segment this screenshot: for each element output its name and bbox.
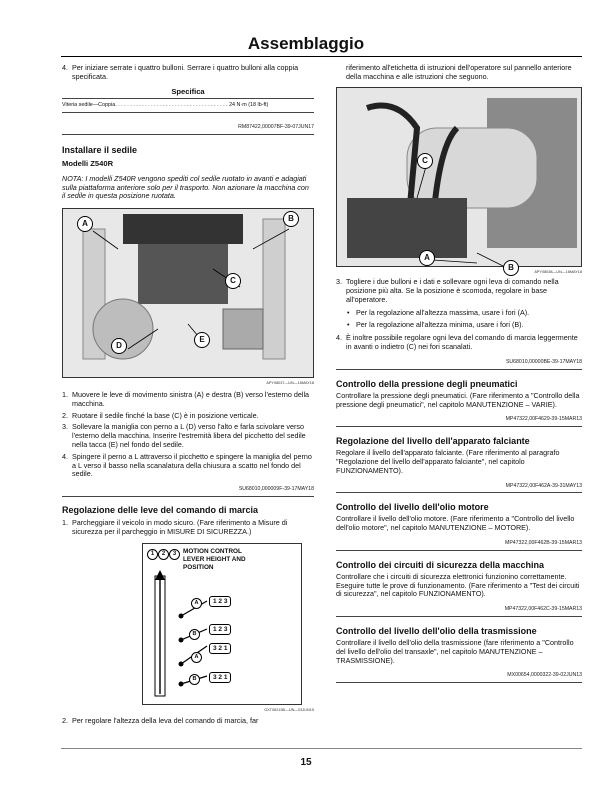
callout-e: E <box>194 332 210 348</box>
step-text: Per regolare l'altezza della leva del comando di marcia, far <box>72 716 259 726</box>
maintenance-section <box>336 379 582 427</box>
figure-ref: APY08037—UN—16MAY18 <box>266 381 314 386</box>
section-heading: Controllo del livello dell'olio della trasmissione <box>336 625 537 636</box>
diagram-circle: 1 <box>147 549 158 560</box>
step-text: Ruotare il sedile finché la base (C) è in posizione verticale. <box>72 410 259 420</box>
levers-step-1: 1. Parcheggiare il veicolo in modo sicuro. (Fare riferimento a Misure di sicurezza per il parcheggio in MISURE DI SICUREZZA.) <box>62 519 314 537</box>
section-text: Controllare il livello dell'olio della trasmissione (fare riferimento a "Controllo del livello dell'olio del transaxle", nel capitolo MANUTENZIONE – TRASMISSIONE). <box>336 637 574 665</box>
step-4-tighten: 4. Per iniziare serrate i quattro bulloni. Serrare i quattro bulloni alla coppia specificata. <box>62 64 314 82</box>
step-text: Per iniziare serrate i quattro bulloni. Serrare i quattro bulloni alla coppia specificata. <box>72 63 299 81</box>
callout-d: D <box>111 338 127 354</box>
spec-row: Viteria sedile—Coppia. . . . . . . . . . . . . . . . . . . . . . . . . . . . . . . . . . . . . . 24 N·m (18 lb-ft) <box>62 102 269 109</box>
section-ref: MX00654,0000322-39-02JUN13 <box>507 672 582 679</box>
diagram-circle: 2 <box>158 549 169 560</box>
page-title: Assemblaggio <box>247 34 365 53</box>
figure-ref: GXT06215B—UN—03JUN15 <box>264 707 314 712</box>
section-divider <box>336 550 582 551</box>
maintenance-section <box>336 436 582 493</box>
callout-b: B <box>503 260 519 276</box>
maintenance-section <box>336 560 582 617</box>
section-ref: SU68010,000009F-39-17MAY18 <box>238 486 314 493</box>
seat-figure <box>62 208 314 378</box>
diagram-letter: A <box>191 598 202 609</box>
section-heading: Controllo dei circuiti di sicurezza della macchina <box>336 559 545 570</box>
hole-row: 3 2 1 <box>209 672 231 683</box>
diagram-label: MOTION CONTROL LEVER HEIGHT AND POSITION <box>183 547 246 571</box>
spec-rule <box>62 98 314 99</box>
section-divider <box>336 369 582 370</box>
section-ref: SU68010,00000BE-39-17MAY18 <box>505 358 582 365</box>
section-text: Controllare che i circuiti di sicurezza elettronici funzionino correttamente. Eseguire tutte le prove di funzionamento. (Fare riferimento a "Test dei circuiti di sicurezza", nel capitolo FUNZIONAMENTO). <box>336 571 580 599</box>
section-divider <box>336 492 582 493</box>
section-ref: RM87422,00007BF-39-07JUN17 <box>238 124 314 131</box>
lever-illustration <box>337 88 581 266</box>
section-divider <box>336 426 582 427</box>
step-text: Parcheggiare il veicolo in modo sicuro. (Fare riferimento a Misure di sicurezza per il parcheggio in MISURE DI SICUREZZA.) <box>72 517 288 536</box>
callout-c: C <box>225 273 241 289</box>
footer-rule <box>61 748 582 749</box>
step-text: Togliere i due bulloni e i dati e sollevare ogni leva di comando nella posizione più alta. Se la posizione è scomoda, regolare in base all'operatore. <box>346 277 559 304</box>
section-heading: Controllo del livello dell'olio motore <box>336 502 489 513</box>
step-text: È inoltre possibile regolare ogni leva del comando di marcia leggermente in avanti o indietro (C) nei fori scanalati. <box>346 333 578 352</box>
model-heading: Modelli Z540R <box>62 158 114 168</box>
callout-b: B <box>283 211 299 227</box>
bullet-item: • Per la regolazione all'altezza minima, usare i fori (B). <box>336 321 582 330</box>
section-divider <box>336 682 582 683</box>
right-column <box>336 64 582 683</box>
hole-row: 1 2 3 <box>209 624 231 635</box>
section-text: Controllare il livello dell'olio motore. (Fare riferimento a "Controllo del livello dell'olio motore", nel capitolo MANUTENZIONE – MOTORE). <box>336 514 575 533</box>
section-text: Regolare il livello dell'apparato falciante. (Fare riferimento al paragrafo "Regolazione del livello dell'apparato falciante", nel capitolo FUNZIONAMENTO). <box>336 448 560 475</box>
diagram-letter: A <box>191 652 202 663</box>
section-text: Controllare la pressione degli pneumatici. (Fare riferimento a "Controllo della pressione degli pneumatici", nel capitolo MANUTENZIONE – VARIE). <box>336 390 580 409</box>
maintenance-section <box>336 626 582 683</box>
spec-rule-bottom <box>62 112 314 113</box>
section-divider <box>62 496 314 497</box>
motion-control-diagram <box>142 543 302 705</box>
header-rule <box>61 56 582 57</box>
diagram-circle: 3 <box>169 549 180 560</box>
section-ref: MP47322,00F462B-39-15MAR13 <box>505 539 582 546</box>
section-divider <box>336 616 582 617</box>
bullet-item: • Per la regolazione all'altezza massima, usare i fori (A). <box>336 309 582 318</box>
intro-text: riferimento all'etichetta di istruzioni dell'operatore sul pannello anteriore della macchina e alle istruzioni che seguono. <box>346 63 572 81</box>
section-heading: Controllo della pressione degli pneumatici <box>336 378 518 389</box>
step-text: Muovere le leve di movimento sinistra (A) e destra (B) verso l'esterno della macchina. <box>72 389 310 408</box>
spec-heading: Specifica <box>171 86 205 96</box>
hole-row: 3 2 1 <box>209 643 231 654</box>
levers-step-2: 2. Per regolare l'altezza della leva del comando di marcia, far <box>62 717 314 726</box>
hole-row: 1 2 3 <box>209 596 231 607</box>
section-heading: Regolazione del livello dell'apparato falciante <box>336 436 530 447</box>
section-divider <box>62 134 314 135</box>
seat-step: 4. Spingere il perno a L attraverso il picchetto e spingere la maniglia del perno a L verso il basso nella scanalatura della chiusura a scatto nel fondo del sedile. <box>62 453 314 479</box>
lever-step-4: 4. È inoltre possibile regolare ogni leva del comando di marcia leggermente in avanti o indietro (C) nei fori scanalati. <box>336 334 582 352</box>
callout-a: A <box>419 250 435 266</box>
section-heading: Regolazione delle leve del comando di marcia <box>62 504 259 515</box>
seat-step: 1. Muovere le leve di movimento sinistra (A) e destra (B) verso l'esterno della macchina. <box>62 391 314 409</box>
step-text: Spingere il perno a L attraverso il picchetto e spingere la maniglia del perno a L verso il basso nella scanalatura della chiusura a scatto nel fondo del sedile. <box>72 451 312 479</box>
callout-a: A <box>77 216 93 232</box>
seat-steps <box>62 391 314 479</box>
callout-c: C <box>417 153 433 169</box>
lever-step-3: 3. Togliere i due bulloni e i dati e sollevare ogni leva di comando nella posizione più alta. Se la posizione è scomoda, regolare in base all'operatore. <box>336 278 582 304</box>
diagram-letter: B <box>189 629 200 640</box>
step-text: Sollevare la maniglia con perno a L (D) verso l'alto e farla scivolare verso l'esterno della macchina. Inserire l'estremità libera del picchetto del sedile nella tacca (E) nel fondo del sedile. <box>72 422 306 449</box>
section-ref: MP47322,00F462A-39-31MAY13 <box>505 482 582 489</box>
maintenance-section <box>336 502 582 550</box>
section-heading: Installare il sedile <box>62 144 138 155</box>
section-ref: MP47322,00F462C-39-15MAR13 <box>504 606 582 613</box>
page-number: 15 <box>300 757 312 768</box>
diagram-letter: B <box>189 674 200 685</box>
left-column <box>62 64 314 726</box>
seat-step: 3. Sollevare la maniglia con perno a L (D) verso l'alto e farla scivolare verso l'esterno della macchina. Inserire l'estremità libera del picchetto del sedile nella tacca (E) nel fondo del sedile. <box>62 423 314 449</box>
figure-ref: APY08038—UN—16MAY18 <box>534 269 582 274</box>
note-text: NOTA: I modelli Z540R vengono spediti col sedile ruotato in avanti e adagiati sulla piattaforma anteriore solo per il trasporto. Non azionare la macchina con il sedile in questa posizione ruotata. <box>62 173 309 201</box>
seat-illustration <box>63 209 313 377</box>
seat-step: 2. Ruotare il sedile finché la base (C) è in posizione verticale. <box>62 412 314 421</box>
section-ref: MP47322,00F4629-39-15MAR13 <box>505 416 582 423</box>
